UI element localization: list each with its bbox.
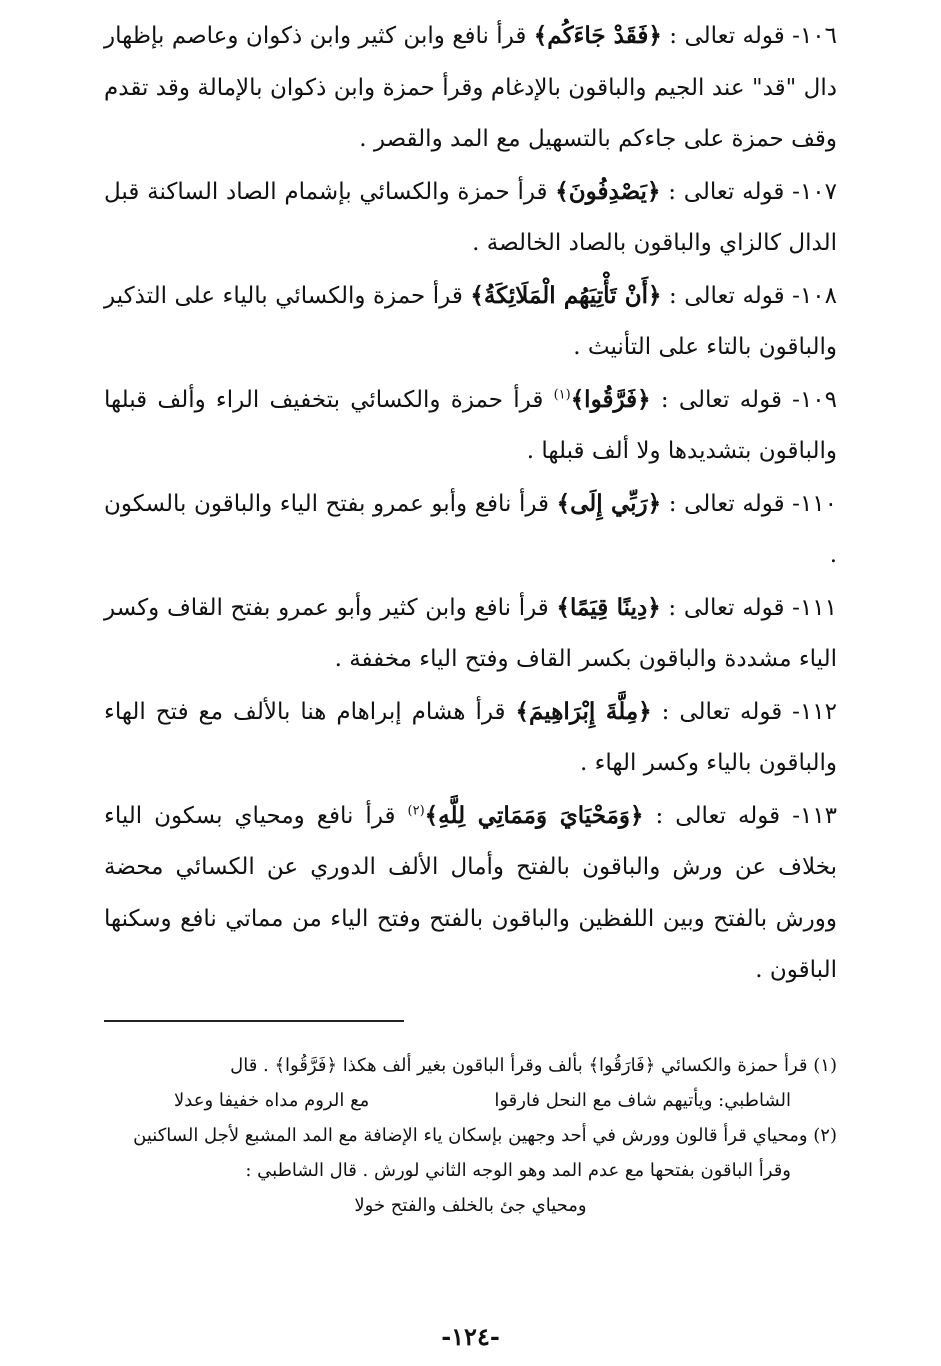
quran-word: ﴿فَقَدْ جَاءَكُم﴾ [533,22,662,49]
footnote-2 [104,1118,837,1153]
entry-text: قرأ نافع وابن كثير وابن ذكوان وعاصم بإظهار دال "قد" عند الجيم والباقون بالإدغام وقرأ حمزة وابن ذكوان بالإمالة وقد تقدم وقف حمزة على جاءكم بالتسهيل مع المد والقصر . [104,23,837,152]
footnote-2-continued: وقرأ الباقون بفتحها مع عدم المد وهو الوجه الثاني لورش . قال الشاطبي : [245,1160,791,1181]
quran-word: ﴿رَبِّي إِلَى﴾ [556,489,662,517]
quran-word: ﴿وَمَحْيَايَ وَمَمَاتِي لِلَّهِ﴾ [424,801,644,829]
entry-text: قرأ نافع وأبو عمرو بفتح الياء والباقون بالسكون . [104,490,837,568]
entry-111: ١١١- قوله تعالى : ﴿دِينًا قِيَمًا﴾ قرأ نافع وابن كثير وأبو عمرو بفتح القاف وكسر الياء مشددة والباقون بكسر القاف وفتح الياء مخففة . [104,593,837,672]
entry-intro: قوله تعالى : [668,178,785,205]
entry-number: ١١٠ [799,490,838,517]
entry-108: ١٠٨- قوله تعالى : ﴿أَنْ تَأْتِيَهُم الْمَلَائِكَةُ﴾ قرأ حمزة والكسائي بالياء على التذكير والباقون بالتاء على التأنيث . [104,281,838,360]
entry-107: ١٠٧- قوله تعالى : ﴿يَصْدِفُونَ﴾ قرأ حمزة والكسائي بإشمام الصاد الساكنة قبل الدال كالزاي والباقون بالصاد الخالصة . [104,177,837,256]
footnote-ref-2: (٢) [407,802,425,818]
entry-text: قرأ نافع وابن كثير وأبو عمرو بفتح القاف وكسر الياء مشددة والباقون بكسر القاف وفتح الياء مخففة . [104,594,837,672]
entry-number: ١١٢ [799,698,837,725]
entry-110: ١١٠- قوله تعالى : ﴿رَبِّي إِلَى﴾ قرأ نافع وأبو عمرو بفتح الياء والباقون بالسكون . [104,489,838,568]
footnote-marker: (١) [813,1055,837,1076]
entry-number: ١١١ [799,594,837,621]
entry-number: ١٠٩ [799,386,838,413]
entry-number: ١٠٦ [799,23,837,49]
footnote-1 [104,1048,837,1083]
footnote-divider [104,1020,404,1022]
entry-intro: قوله تعالى : [669,282,785,309]
entry-text: قرأ حمزة والكسائي بالياء على التذكير والباقون بالتاء على التأنيث . [104,282,837,360]
verse-hemistich-first: الشاطبي: ويأتيهم شاف مع النحل فارقوا [494,1090,791,1111]
entry-intro: قوله تعالى : [661,698,783,725]
entry-number: ١١٣ [799,802,838,829]
entry-106: ١٠٦- قوله تعالى : ﴿فَقَدْ جَاءَكُم﴾ قرأ نافع وابن كثير وابن ذكوان وعاصم بإظهار دال "قد" عند الجيم والباقون بالإدغام وقرأ حمزة وابن ذكوان بالإمالة وقد تقدم وقف حمزة على جاءكم بالتسهيل مع المد والقصر . [104,22,837,152]
entry-113: ١١٣- قوله تعالى : ﴿وَمَحْيَايَ وَمَمَاتِي لِلَّهِ﴾$^{(٢)}$ قرأ نافع ومحياي بسكون الياء بخلاف عن ورش والباقون بالفتح وأمال الألف الدوري عن الكسائي محضة وورش بالفتح وبين اللفظين والباقون بالفتح وفتح الياء من مماتي نافع وسكنها الباقون . [104,801,838,983]
page-number: -١٢٤- [441,1322,500,1351]
footnotes [104,1048,837,1223]
entry-number: ١٠٨ [799,282,838,309]
entry-number: ١٠٧ [799,178,837,205]
footnote-text: ومحياي قرأ قالون وورش في أحد وجهين بإسكان ياء الإضافة مع المد المشبع لأجل الساكنين [133,1125,808,1146]
footnote-marker: (٢) [813,1125,837,1146]
entry-text: قرأ هشام إبراهام هنا بالألف مع فتح الهاء والباقون بالياء وكسر الهاء . [104,698,837,776]
entry-text: قرأ نافع ومحياي بسكون الياء بخلاف عن ورش والباقون بالفتح وأمال الألف الدوري عن الكسائي محضة وورش بالفتح وبين اللفظين والباقون بالفتح وفتح الياء من مماتي نافع وسكنها الباقون . [104,802,837,983]
entries-list [104,10,837,997]
quran-word: ﴿دِينًا قِيَمًا﴾ [556,593,661,621]
footnote-text: قرأ حمزة والكسائي ﴿فَارَقُوا﴾ بألف وقرأ الباقون بغير ألف هكذا ﴿فَرَّقُوا﴾ . قال [230,1055,808,1076]
footnote-1-verse [104,1083,837,1118]
footnote-ref-1: (١) [553,386,571,402]
entry-intro: قوله تعالى : [660,386,782,413]
entry-intro: قوله تعالى : [668,490,785,517]
entry-intro: قوله تعالى : [669,23,785,49]
entry-text: قرأ حمزة والكسائي بإشمام الصاد الساكنة قبل الدال كالزاي والباقون بالصاد الخالصة . [104,178,837,256]
quran-word: ﴿أَنْ تَأْتِيَهُم الْمَلَائِكَةُ﴾ [470,281,662,309]
verse-hemistich-second: مع الروم مداه خفيفا وعدلا [174,1090,370,1111]
poet-name: الشاطبي: [718,1090,791,1111]
entry-112: ١١٢- قوله تعالى : ﴿مِلَّةَ إِبْرَاهِيمَ﴾ قرأ هشام إبراهام هنا بالألف مع فتح الهاء والباقون بالياء وكسر الهاء . [104,697,837,776]
entry-intro: قوله تعالى : [655,802,781,829]
quran-word: ﴿يَصْدِفُونَ﴾ [555,177,661,205]
footnote-2-verse: ومحياي جئ بالخلف والفتح خولا [354,1195,587,1216]
book-page [104,0,837,1366]
entry-intro: قوله تعالى : [668,594,785,621]
quran-word: ﴿فَرَّقُوا﴾ [570,385,651,413]
quran-word: ﴿مِلَّةَ إِبْرَاهِيمَ﴾ [515,697,652,725]
entry-109: ١٠٩- قوله تعالى : ﴿فَرَّقُوا﴾$^{(١)}$ قرأ حمزة والكسائي بتخفيف الراء وألف قبلها والباقون بتشديدها ولا ألف قبلها . [104,385,838,464]
entry-text: قرأ حمزة والكسائي بتخفيف الراء وألف قبلها والباقون بتشديدها ولا ألف قبلها . [104,386,837,464]
